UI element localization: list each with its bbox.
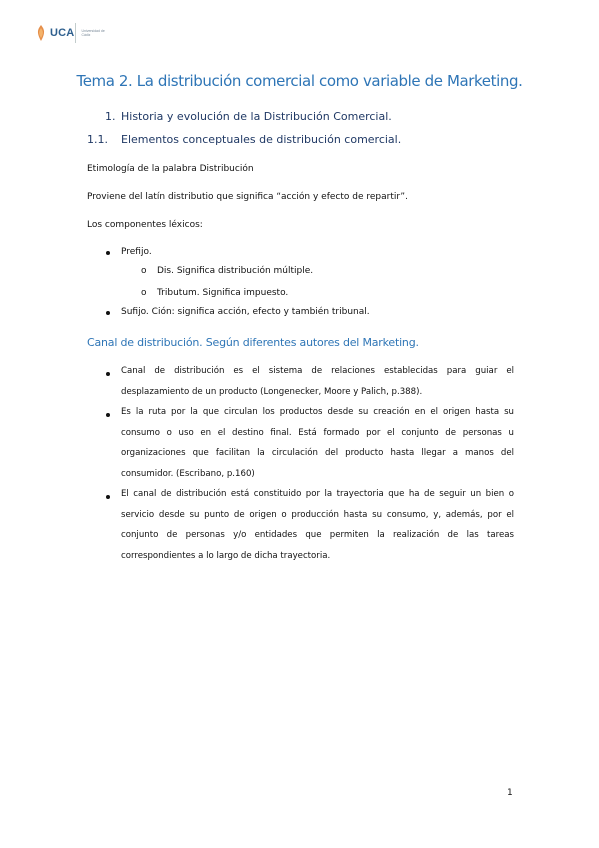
outline-item-1-1-text: Elementos conceptuales de distribución comercial.: [121, 133, 402, 146]
etimologia-proviene: Proviene del latín distributio que significa “acción y efecto de repartir”.: [87, 192, 408, 202]
document-title: Tema 2. La distribución comercial como variable de Marketing.: [76, 72, 523, 90]
logo-text: UCA: [50, 27, 75, 39]
sub-bullet-dis: o: [141, 266, 147, 276]
university-logo: [34, 20, 107, 46]
canal-paragraph-2: Es la ruta por la que circulan los productos desde su creación en el origen hasta su consumo o uso en el destino final. Está formado por el conjunto de personas u organizaciones que facilitan la circulación del producto hasta llegar a manos del consumidor. (Escribano, p.160): [121, 407, 514, 479]
logo-subtext: Universidad de Cádiz: [81, 29, 105, 37]
logo-divider: [74, 23, 77, 43]
bullet-canal-3: [106, 495, 110, 499]
etimologia-componentes: Los componentes léxicos:: [87, 220, 203, 230]
page-number: 1: [507, 788, 513, 798]
canal-paragraph-3: El canal de distribución está constituido por la trayectoria que ha de seguir un bien o servicio desde su punto de origen o producción hasta su consumo, y, además, por el conjunto de personas y/o entidades que permiten la realización de las tareas correspondientes a lo largo de dicha trayectoria.: [121, 489, 514, 561]
etimologia-heading: Etimología de la palabra Distribución: [87, 164, 254, 174]
etimologia-tributum: Tributum. Significa impuesto.: [157, 288, 289, 298]
canal-heading: Canal de distribución. Según diferentes autores del Marketing.: [87, 336, 419, 349]
etimologia-dis: Dis. Significa distribución múltiple.: [157, 266, 314, 276]
canal-paragraph-1: Canal de distribución es el sistema de relaciones establecidas para guiar el desplazamiento de un producto (Longenecker, Moore y Palich, p.388).: [121, 366, 514, 397]
bullet-prefijo: [106, 251, 110, 255]
outline-item-1-number: 1.: [105, 110, 116, 123]
sub-bullet-tributum: o: [141, 288, 147, 298]
uca-emblem-icon: [34, 24, 48, 42]
bullet-canal-2: [106, 413, 110, 417]
bullet-sufijo: [106, 311, 110, 315]
outline-item-1-text: Historia y evolución de la Distribución Comercial.: [121, 110, 392, 123]
etimologia-prefijo: Prefijo.: [121, 247, 152, 257]
outline-item-1-1-number: 1.1.: [87, 133, 108, 146]
bullet-canal-1: [106, 372, 110, 376]
etimologia-sufijo: Sufijo. Ción: significa acción, efecto y también tribunal.: [121, 307, 370, 317]
